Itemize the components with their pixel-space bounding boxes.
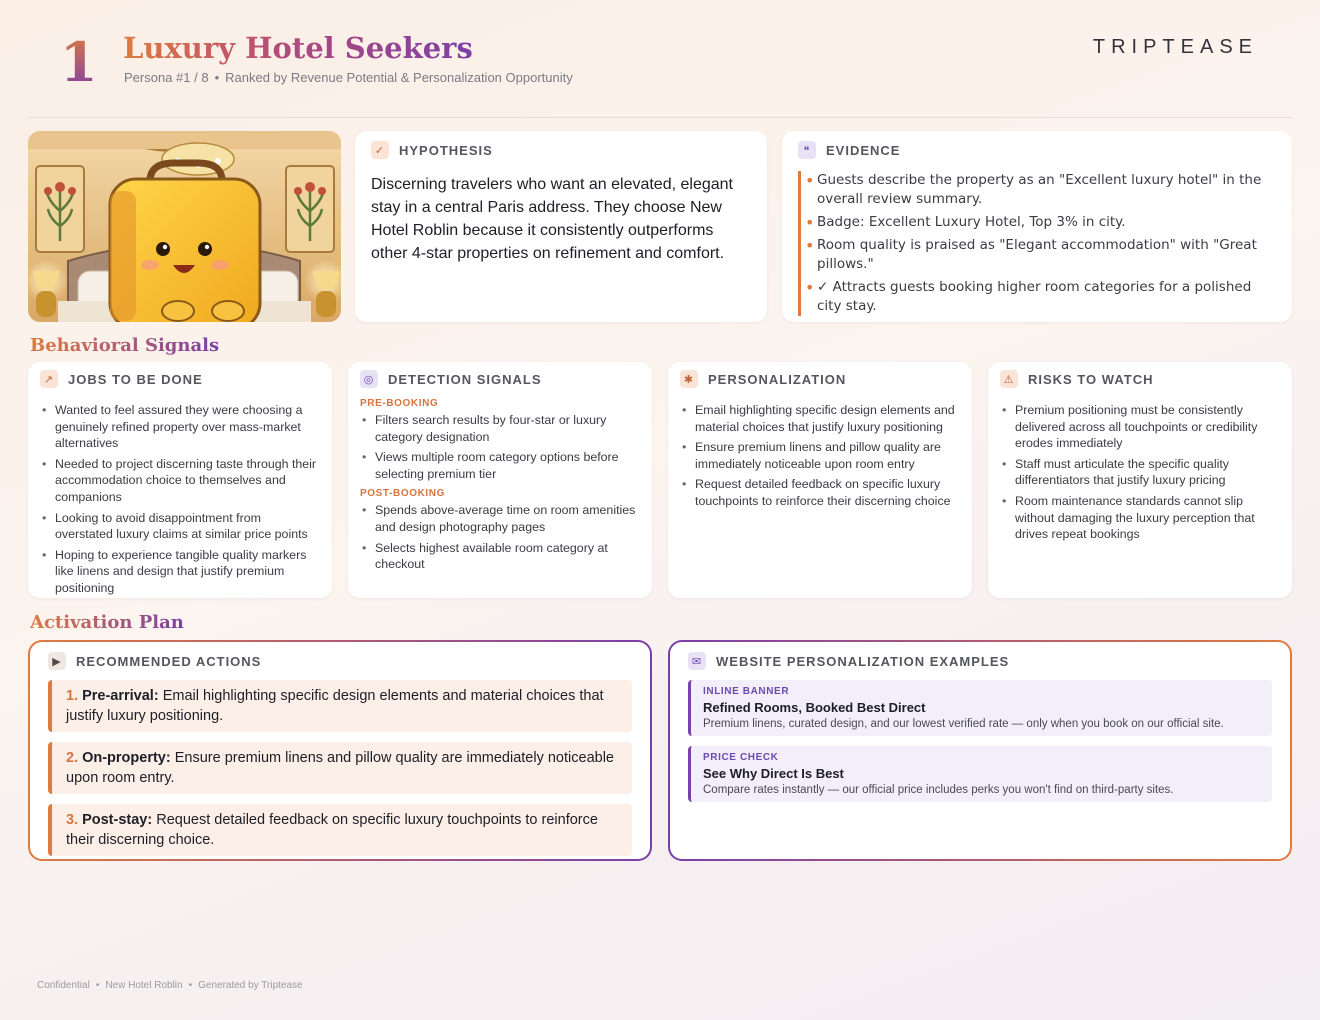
action-number: 3. (66, 812, 79, 828)
example-headline: Refined Rooms, Booked Best Direct (703, 700, 926, 715)
jobs-heading (40, 370, 320, 388)
action-text: Ensure premium linens and pillow quality are immediately noticeable upon room entry. (66, 750, 614, 786)
footer-hotel: New Hotel Roblin (105, 980, 183, 991)
separator-dot: • (188, 980, 193, 991)
page-subtitle (124, 70, 573, 85)
list-item: • Needed to project discerning taste through their accommodation choice to themselves and companions (40, 456, 320, 506)
action-number: 1. (66, 688, 79, 704)
examples-heading-label: WEBSITE PERSONALIZATION EXAMPLES (716, 653, 1010, 669)
detection-signals-card (348, 362, 652, 598)
target-icon: ◎ (360, 370, 378, 388)
hypothesis-card (355, 131, 767, 322)
evidence-item: • Room quality is praised as "Elegant accommodation" with "Great pillows." (817, 236, 1276, 274)
evidence-item: • Badge: Excellent Luxury Hotel, Top 3% in city. (817, 213, 1276, 232)
pre-booking-label: PRE-BOOKING (360, 398, 439, 409)
evidence-heading (798, 141, 1276, 159)
evidence-item: • Guests describe the property as an "Excellent luxury hotel" in the overall review summary. (817, 171, 1276, 209)
play-icon: ▶ (48, 652, 66, 670)
jobs-to-be-done-card (28, 362, 332, 598)
list-item: • Ensure premium linens and pillow quality are immediately noticeable upon room entry (680, 439, 960, 472)
list-item: • Filters search results by four-star or luxury category designation (360, 412, 640, 445)
example-headline: See Why Direct Is Best (703, 766, 844, 781)
list-item: • Premium positioning must be consistently delivered across all touchpoints or credibility erodes immediately (1000, 402, 1280, 452)
warning-icon: ⚠ (1000, 370, 1018, 388)
check-icon: ✓ (371, 141, 389, 159)
list-item: • Room maintenance standards cannot slip without damaging the luxury perception that drives repeat bookings (1000, 493, 1280, 543)
risks-heading-label: RISKS TO WATCH (1028, 371, 1154, 387)
post-booking-list (360, 502, 640, 572)
example-price-check (688, 746, 1272, 802)
separator-dot: • (214, 70, 220, 85)
action-label: Pre-arrival: (82, 688, 159, 704)
mail-icon: ✉ (688, 652, 706, 670)
hypothesis-heading (371, 141, 751, 159)
examples-heading (688, 652, 1272, 670)
sparkle-icon: ✱ (680, 370, 698, 388)
example-type: PRICE CHECK (703, 752, 779, 763)
behavioral-signals-title: Behavioral Signals (30, 335, 220, 356)
website-personalization-panel (668, 640, 1292, 861)
post-booking-label: POST-BOOKING (360, 488, 445, 500)
example-body: Compare rates instantly — our official price includes perks you won't find on third-party sites. (703, 784, 1174, 796)
list-item: • Selects highest available room category at checkout (360, 540, 640, 573)
personalization-heading-label: PERSONALIZATION (708, 371, 847, 387)
arrow-icon: ↗ (40, 370, 58, 388)
quote-icon: ❝ (798, 141, 816, 159)
personalization-heading (680, 370, 960, 388)
action-number: 2. (66, 750, 79, 766)
action-label: Post-stay: (82, 812, 153, 828)
action-item (48, 742, 632, 794)
hypothesis-heading-label: HYPOTHESIS (399, 142, 493, 158)
list-item: • Email highlighting specific design elements and material choices that justify luxury positioning (680, 402, 960, 435)
action-item (48, 680, 632, 732)
chandelier-icon (162, 143, 234, 175)
action-label: On-property: (82, 750, 171, 766)
evidence-heading-label: EVIDENCE (826, 142, 901, 158)
example-type: INLINE BANNER (703, 686, 790, 697)
example-inline-banner (688, 680, 1272, 736)
pre-booking-list (360, 412, 640, 482)
action-item (48, 804, 632, 856)
persona-rank: 1 (60, 30, 98, 94)
evidence-card (782, 131, 1292, 322)
list-item: • Staff must articulate the specific quality differentiators that justify luxury pricing (1000, 456, 1280, 489)
risks-heading (1000, 370, 1280, 388)
evidence-list (798, 171, 1276, 316)
separator-dot: • (95, 980, 100, 991)
list-item: • Views multiple room category options before selecting premium tier (360, 449, 640, 482)
personalization-list (680, 402, 960, 510)
suitcase-character-icon (110, 163, 260, 322)
list-item: • Wanted to feel assured they were choosing a genuinely refined property over mass-market alternatives (40, 402, 320, 452)
activation-plan-title: Activation Plan (30, 612, 184, 633)
personalization-card (668, 362, 972, 598)
ranking-note: Ranked by Revenue Potential & Personalization Opportunity (225, 70, 573, 85)
risks-list (1000, 402, 1280, 543)
actions-heading (48, 652, 632, 670)
risks-to-watch-card (988, 362, 1292, 598)
list-item: • Spends above-average time on room amenities and design photography pages (360, 502, 640, 535)
detection-heading-label: DETECTION SIGNALS (388, 371, 542, 387)
footer-confidential: Confidential (37, 980, 90, 991)
footer-generated: Generated by Triptease (198, 980, 303, 991)
example-body: Premium linens, curated design, and our lowest verified rate — only when you book on our official site. (703, 718, 1224, 730)
action-text: Email highlighting specific design elements and material choices that justify luxury positioning. (66, 688, 604, 724)
persona-illustration (28, 131, 341, 322)
evidence-item: • ✓ Attracts guests booking higher room categories for a polished city stay. (817, 278, 1276, 316)
recommended-actions-panel (28, 640, 652, 861)
brand-logo: TRIPTEASE (1092, 36, 1258, 58)
jobs-list (40, 402, 320, 597)
action-text: Request detailed feedback on specific luxury touchpoints to reinforce their discerning choice. (66, 812, 598, 848)
page-header (28, 28, 1292, 118)
actions-heading-label: RECOMMENDED ACTIONS (76, 653, 262, 669)
list-item: • Looking to avoid disappointment from overstated luxury claims at similar price points (40, 510, 320, 543)
hypothesis-text: Discerning travelers who want an elevated, elegant stay in a central Paris address. They choose New Hotel Roblin because it consistently outperforms other 4-star properties on refinement and comfort. (371, 176, 733, 262)
detection-heading (360, 370, 640, 388)
page-title: Luxury Hotel Seekers (123, 31, 473, 65)
list-item: • Request detailed feedback on specific luxury touchpoints to reinforce their discerning choice (680, 476, 960, 509)
page-footer (37, 980, 303, 991)
jobs-heading-label: JOBS TO BE DONE (68, 371, 203, 387)
list-item: • Hoping to experience tangible quality markers like linens and design that justify premium positioning (40, 547, 320, 597)
persona-label: Persona #1 / 8 (124, 70, 209, 85)
